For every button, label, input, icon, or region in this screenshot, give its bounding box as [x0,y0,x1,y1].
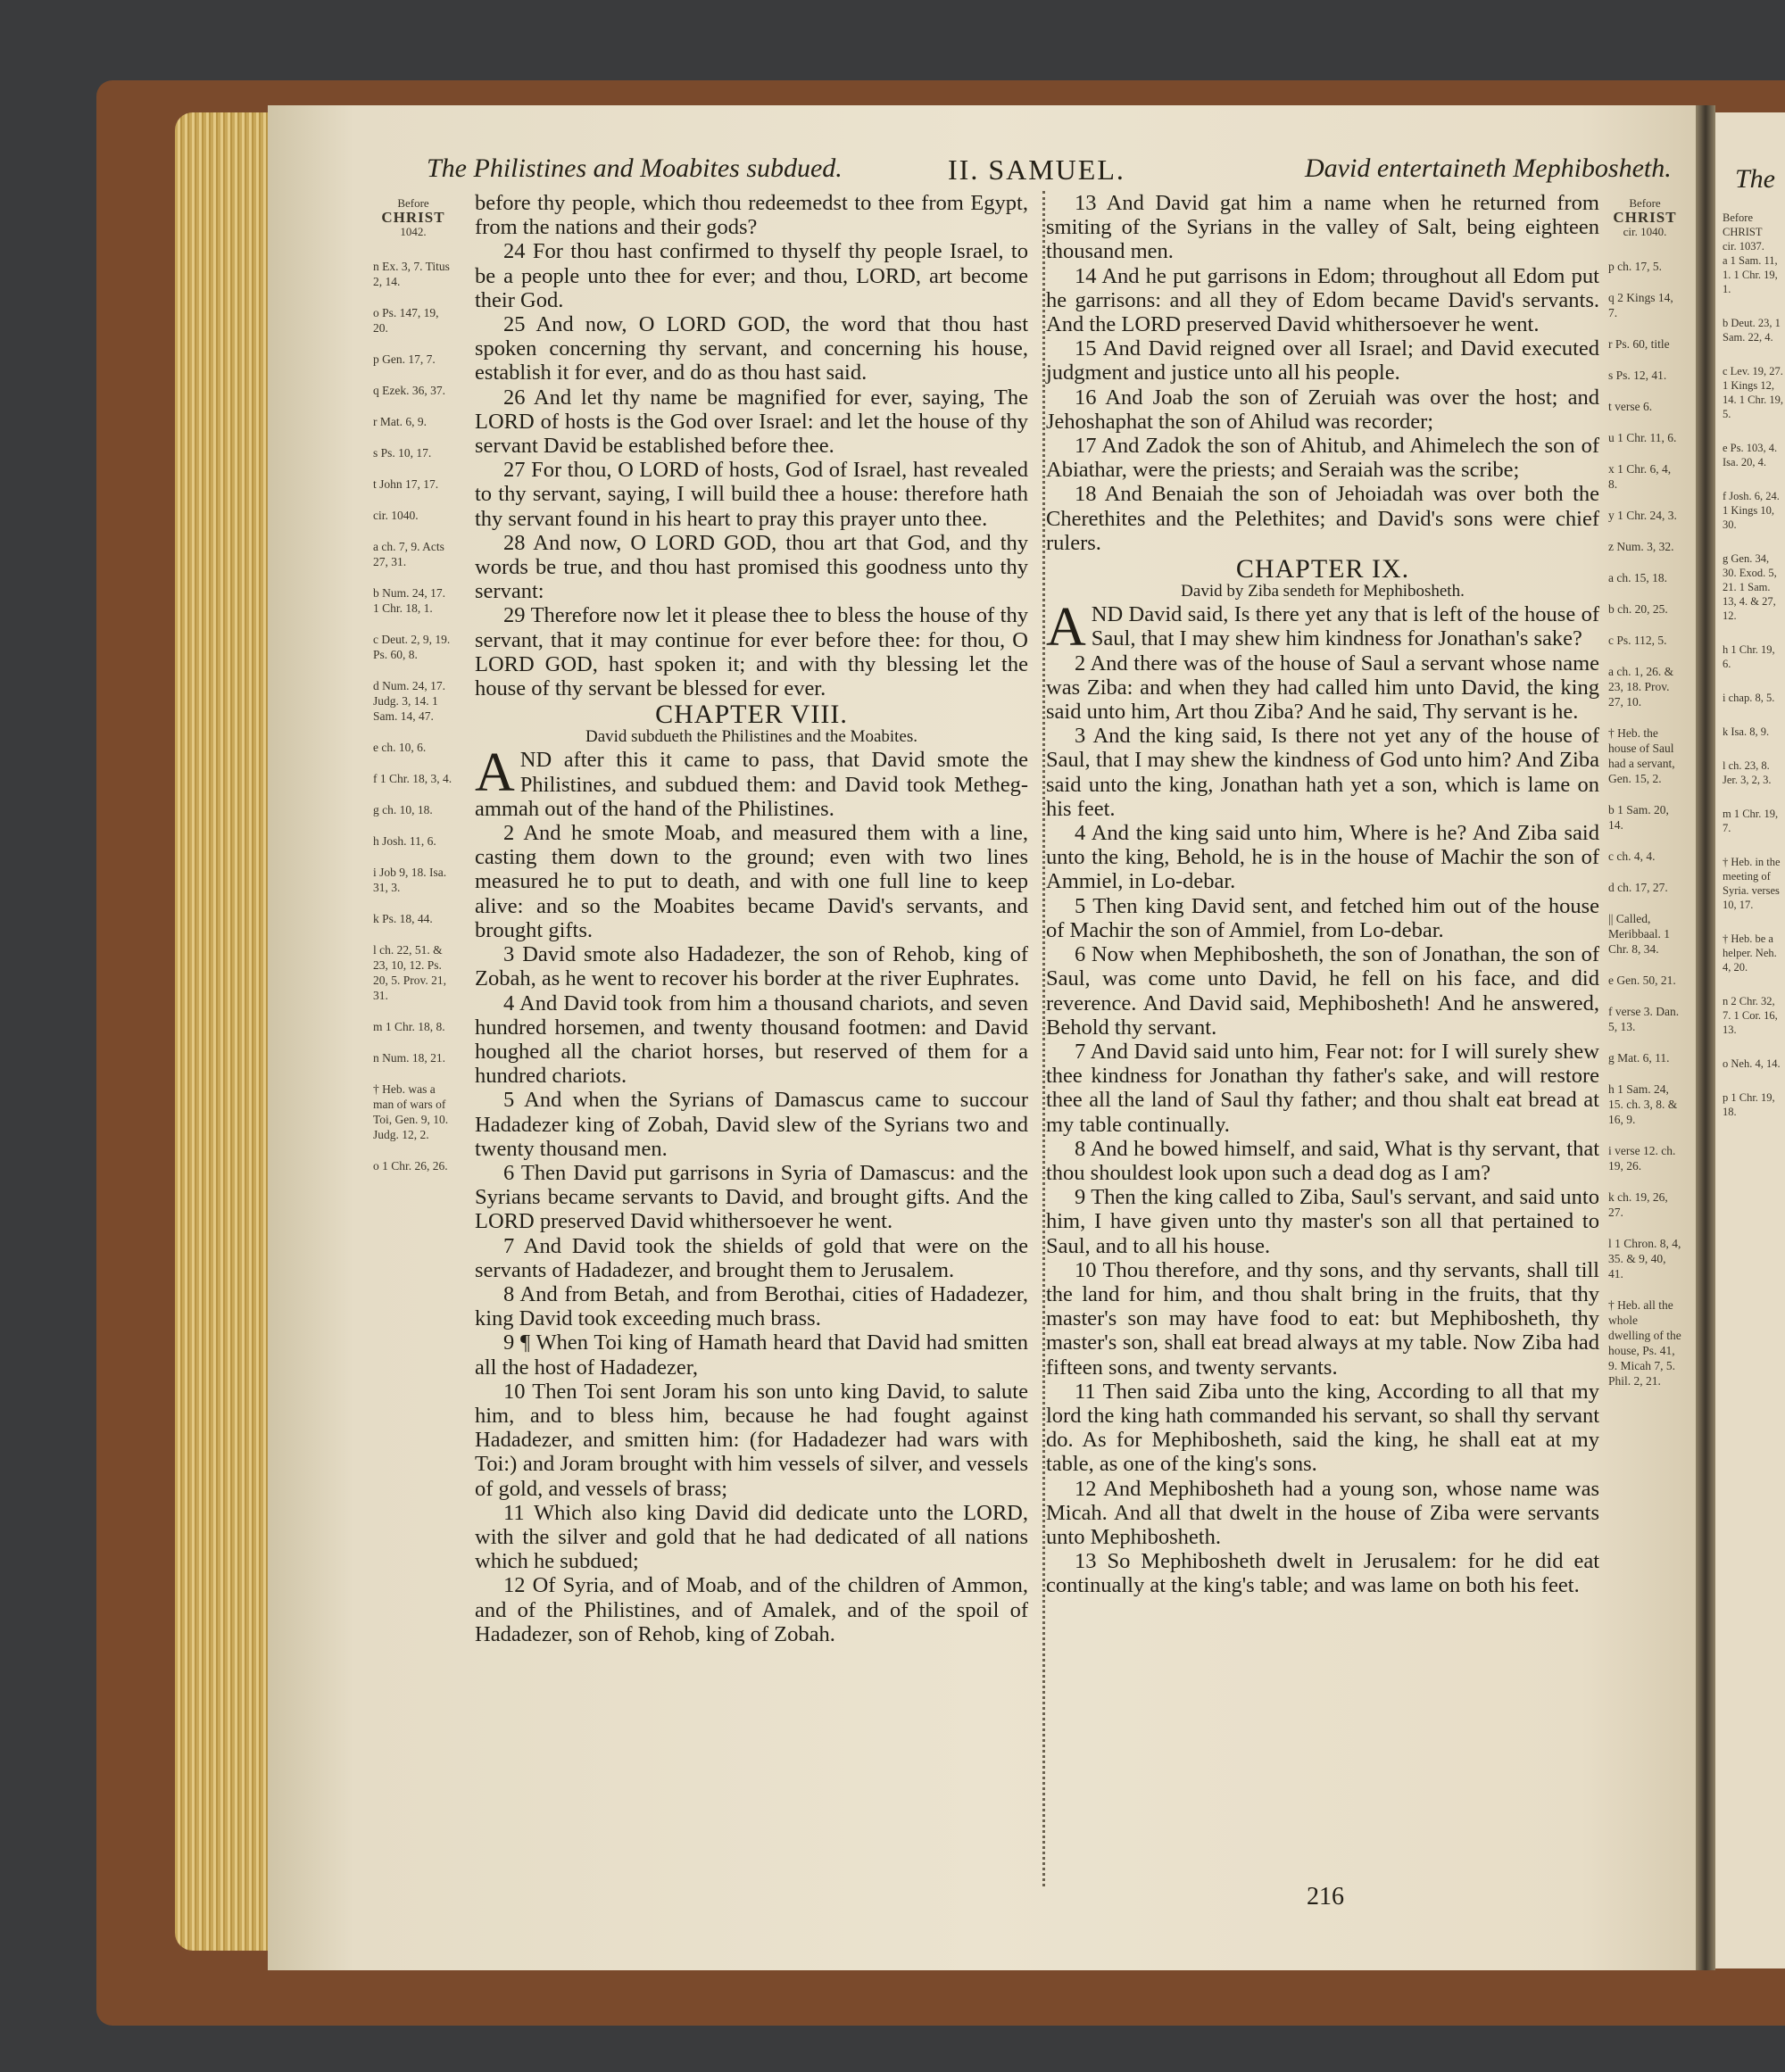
cross-reference: e ch. 10, 6. [373,741,427,754]
verse: 9 ¶ When Toi king of Hamath heard that David had smitten all the host of Hadadezer, [475,1330,1028,1380]
cross-reference: q Ezek. 36, 37. [373,384,445,397]
next-page-cross-reference: l ch. 23, 8. Jer. 3, 2, 3. [1723,759,1772,786]
verse: 17 And Zadok the son of Ahitub, and Ahimelech the son of Abiathar, were the priests; and Seraiah was the scribe; [1046,434,1599,483]
chapter-heading: CHAPTER IX. [1235,554,1410,584]
chapter-opening-verse [1046,597,1599,659]
cross-reference: d ch. 17, 27. [1608,881,1668,894]
chapter-summary: David by Ziba sendeth for Mephibosheth. [1181,582,1465,601]
next-page-cross-reference: h 1 Chr. 19, 6. [1723,643,1775,670]
drop-cap: A [1046,597,1086,659]
running-head-book: II. SAMUEL. [948,153,1125,186]
next-page-cross-reference: f Josh. 6, 24. 1 Kings 10, 30. [1723,490,1780,531]
verse: 11 Then said Ziba unto the king, According to all that my lord the king hath commanded his servant, so shall thy servant do. As for Mephibosheth, said the king, he shall eat at my table, as one of the king's sons. [1046,1379,1599,1477]
cross-reference: t John 17, 17. [373,477,439,491]
cross-reference: p ch. 17, 5. [1608,260,1662,273]
date-heading [373,196,453,239]
verse: 18 And Benaiah the son of Jehoiadah was over both the Cherethites and the Pelethites; and David's sons were chief rulers. [1046,482,1599,555]
cross-reference: o Ps. 147, 19, 20. [373,306,439,335]
verse: 8 And from Betah, and from Berothai, cities of Hadadezer, king David took exceeding much brass. [475,1281,1028,1331]
right-column-text [1046,191,1599,1598]
cross-reference: s Ps. 12, 41. [1608,369,1667,382]
cross-reference: o 1 Chr. 26, 26. [373,1159,448,1173]
cross-reference: l ch. 22, 51. & 23, 10, 12. Ps. 20, 5. Prov. 21, 31. [373,943,447,1002]
verse: 10 Then Toi sent Joram his son unto king David, to salute him, and to bless him, because he had fought against Hadadezer, and smitten him: (for Hadadezer had wars with Toi:) and Joram brought with him vessels of silver, and vessels of gold, and vessels of brass; [475,1379,1028,1501]
cross-reference: d Num. 24, 17. Judg. 3, 14. 1 Sam. 14, 47. [373,679,445,723]
cross-reference: a ch. 1, 26. & 23, 18. Prov. 27, 10. [1608,665,1674,709]
cross-reference: h Josh. 11, 6. [373,834,436,848]
verse: 28 And now, O LORD GOD, thou art that God, and thy words be true, and thou hast promised this goodness unto thy servant: [475,530,1028,604]
chapter-opening-verse [475,742,1028,821]
next-page-date-year: cir. 1037. [1723,240,1764,253]
verse: 16 And Joab the son of Zeruiah was over the host; and Jehoshaphat the son of Ahilud was recorder; [1046,385,1599,434]
verse: 4 And David took from him a thousand chariots, and seven hundred horsemen, and twenty thousand footmen: and David houghed all the chariot horses, but reserved of them for a hundred chariots. [475,990,1028,1089]
next-page-cross-reference: g Gen. 34, 30. Exod. 5, 21. 1 Sam. 13, 4. & 27, 12. [1723,552,1777,622]
left-margin-references [373,196,453,1189]
next-page-header: The [1735,164,1775,194]
next-page-references [1723,211,1785,1139]
verse: 24 For thou hast confirmed to thyself thy people Israel, to be a people unto thee for ever; and thou, LORD, art become their God. [475,239,1028,312]
cross-reference: e Gen. 50, 21. [1608,974,1676,987]
verse: 4 And the king said unto him, Where is he? And Ziba said unto the king, Behold, he is in the house of Machir the son of Ammiel, in Lo-debar. [1046,821,1599,894]
verse-text: ND after this it came to pass, that David smote the Philistines, and subdued them: and David took Metheg-ammah out of the hand of the Philistines. [475,748,1028,821]
verse: 12 Of Syria, and of Moab, and of the children of Ammon, and of the Philistines, and of Amalek, and of the spoil of Hadadezer, son of Rehob, king of Zobah. [475,1573,1028,1646]
date-christ: CHRIST [1613,209,1677,226]
cross-reference: b 1 Sam. 20, 14. [1608,803,1669,832]
cross-reference: r Ps. 60, title [1608,337,1670,351]
cross-reference: i Job 9, 18. Isa. 31, 3. [373,866,447,894]
date-heading [1608,196,1681,239]
date-before: Before [397,196,429,210]
next-page-cross-reference: n 2 Chr. 32, 7. 1 Cor. 16, 13. [1723,995,1778,1036]
cross-reference: m 1 Chr. 18, 8. [373,1020,445,1033]
date-before: Before [1629,196,1661,210]
date-year: cir. 1040. [1623,225,1667,238]
verse: 3 And the king said, Is there not yet any of the house of Saul, that I may shew the kindness of God unto him? And Ziba said unto the king, Jonathan hath yet a son, which is lame on his feet. [1046,724,1599,821]
cross-reference: c Deut. 2, 9, 19. Ps. 60, 8. [373,633,451,661]
cross-reference: † Heb. all the whole dwelling of the house, Ps. 41, 9. Micah 7, 5. Phil. 2, 21. [1608,1298,1681,1388]
cross-reference: k Ps. 18, 44. [373,912,433,925]
next-page-cross-reference: a 1 Sam. 11, 1. 1 Chr. 19, 1. [1723,254,1778,295]
left-column-text [475,191,1028,1646]
verse: 7 And David took the shields of gold that were on the servants of Hadadezer, and brought them to Jerusalem. [475,1233,1028,1282]
verse: 2 And there was of the house of Saul a servant whose name was Ziba: and when they had called him unto David, the king said unto him, Art thou Ziba? And he said, Thy servant is he. [1046,651,1599,725]
chapter-heading: CHAPTER VIII. [655,700,848,730]
cross-reference: a ch. 7, 9. Acts 27, 31. [373,540,444,568]
verse: 2 And he smote Moab, and measured them with a line, casting them down to the ground; even with two lines measured he to put to death, and with one full line to keep alive: and so the Moabites became David's servants, and brought gifts. [475,821,1028,942]
verse: 6 Then David put garrisons in Syria of Damascus: and the Syrians became servants to David, and brought gifts. And the LORD preserved David whithersoever he went. [475,1160,1028,1234]
cross-reference: g ch. 10, 18. [373,803,433,816]
next-page-cross-reference: i chap. 8, 5. [1723,692,1775,704]
verse: 13 So Mephibosheth dwelt in Jerusalem: for he did eat continually at the king's table; and was lame on both his feet. [1046,1549,1599,1598]
cross-reference: || Called, Meribbaal. 1 Chr. 8, 34. [1608,912,1670,956]
cross-reference: k ch. 19, 26, 27. [1608,1190,1668,1219]
column-divider [1042,191,1045,1886]
verse: 6 Now when Mephibosheth, the son of Jonathan, the son of Saul, was come unto David, he fell on his face, and did reverence. And David said, Mephibosheth! And he answered, Behold thy servant. [1046,942,1599,1040]
book-gutter [1696,105,1715,1970]
cross-reference: b ch. 20, 25. [1608,602,1668,616]
next-page-cross-reference: m 1 Chr. 19, 7. [1723,808,1779,834]
cross-reference: n Ex. 3, 7. Titus 2, 14. [373,260,450,288]
cross-reference: s Ps. 10, 17. [373,446,432,460]
cross-reference: cir. 1040. [373,509,419,522]
verse: 10 Thou therefore, and thy sons, and thy servants, shall till the land for him, and thou shalt bring in the fruits, that thy master's son may have food to eat: but Mephibosheth, thy master's son, shall eat bread always at my table. Now Ziba had fifteen sons, and twenty servants. [1046,1257,1599,1380]
verse: 13 And David gat him a name when he returned from smiting of the Syrians in the valley of Salt, being eighteen thousand men. [1046,191,1599,264]
cross-reference: a ch. 15, 18. [1608,571,1667,584]
cross-reference: i verse 12. ch. 19, 26. [1608,1144,1676,1173]
verse: 15 And David reigned over all Israel; and David executed judgment and justice unto all his people. [1046,336,1599,385]
verse: 27 For thou, O LORD of hosts, God of Israel, hast revealed to thy servant, saying, I will build thee a house: therefore hath thy servant found in his heart to pray this prayer unto thee. [475,458,1028,531]
verse: 26 And let thy name be magnified for ever, saying, The LORD of hosts is the God over Israel: and let the house of thy servant David be established before thee. [475,385,1028,459]
verse: 9 Then the king called to Ziba, Saul's servant, and said unto him, I have given unto thy master's son all that pertained to Saul, and to all his house. [1046,1185,1599,1258]
cross-reference: † Heb. the house of Saul had a servant, Gen. 15, 2. [1608,726,1675,785]
verse: 5 Then king David sent, and fetched him out of the house of Machir the son of Ammiel, from Lo-debar. [1046,893,1599,942]
running-head-left: The Philistines and Moabites subdued. [427,153,843,183]
next-page-cross-reference: k Isa. 8, 9. [1723,725,1770,738]
date-year: 1042. [400,225,427,238]
next-page-cross-reference: c Lev. 19, 27. 1 Kings 12, 14. 1 Chr. 19, 5. [1723,365,1784,420]
verse: 5 And when the Syrians of Damascus came to succour Hadadezer king of Zobah, David slew of the Syrians two and twenty thousand men. [475,1088,1028,1161]
cross-reference: y 1 Chr. 24, 3. [1608,509,1677,522]
verse: 11 Which also king David did dedicate unto the LORD, with the silver and gold that he had dedicated of all nations which he subdued; [475,1500,1028,1574]
next-page-cross-reference: o Neh. 4, 14. [1723,1057,1781,1070]
cross-reference: † Heb. was a man of wars of Toi, Gen. 9, 10. Judg. 12, 2. [373,1082,449,1141]
cross-reference: c ch. 4, 4. [1608,850,1656,863]
cross-reference: z Num. 3, 32. [1608,540,1674,553]
cross-reference: r Mat. 6, 9. [373,415,427,428]
next-page-date-christ: CHRIST [1723,226,1763,238]
cross-reference: f verse 3. Dan. 5, 13. [1608,1005,1680,1033]
next-page-edge [1715,112,1785,1968]
cross-reference: l 1 Chron. 8, 4, 35. & 9, 40, 41. [1608,1237,1681,1280]
cross-reference: c Ps. 112, 5. [1608,634,1667,647]
cross-reference: b Num. 24, 17. 1 Chr. 18, 1. [373,586,445,615]
next-page-cross-reference: p 1 Chr. 19, 18. [1723,1091,1775,1118]
cross-reference: n Num. 18, 21. [373,1051,445,1065]
verse-text: ND David said, Is there yet any that is left of the house of Saul, that I may shew him kindness for Jonathan's sake? [1091,602,1599,651]
cross-reference: p Gen. 17, 7. [373,352,436,366]
verse: 29 Therefore now let it please thee to bless the house of thy servant, that it may continue for ever before thee: for thou, O LORD GOD, hast spoken it; and with thy blessing let the house of thy servant be blessed for ever. [475,603,1028,701]
cross-reference: t verse 6. [1608,400,1653,413]
cross-reference: f 1 Chr. 18, 3, 4. [373,772,452,785]
next-page-date-before: Before [1723,211,1754,224]
verse: 12 And Mephibosheth had a young son, whose name was Micah. And all that dwelt in the house of Ziba were servants unto Mephibosheth. [1046,1476,1599,1549]
next-page-cross-reference: † Heb. in the meeting of Syria. verses 10, 17. [1723,856,1781,911]
verse: 3 David smote also Hadadezer, the son of Rehob, king of Zobah, as he went to recover his border at the river Euphrates. [475,942,1028,991]
date-christ: CHRIST [381,209,445,226]
running-head-right: David entertaineth Mephibosheth. [1305,153,1672,183]
verse: before thy people, which thou redeemedst to thee from Egypt, from the nations and their gods? [475,191,1028,240]
cross-reference: q 2 Kings 14, 7. [1608,291,1673,319]
cross-reference: x 1 Chr. 6, 4, 8. [1608,462,1672,491]
next-page-cross-reference: b Deut. 23, 1 Sam. 22, 4. [1723,317,1781,344]
verse: 25 And now, O LORD GOD, the word that thou hast spoken concerning thy servant, and concerning his house, establish it for ever, and do as thou hast said. [475,312,1028,385]
cross-reference: u 1 Chr. 11, 6. [1608,431,1677,444]
right-margin-references [1608,196,1681,1405]
chapter-summary: David subdueth the Philistines and the Moabites. [585,727,918,747]
cross-reference: h 1 Sam. 24, 15. ch. 3, 8. & 16, 9. [1608,1082,1678,1126]
next-page-cross-reference: e Ps. 103, 4. Isa. 20, 4. [1723,442,1778,468]
verse: 14 And he put garrisons in Edom; throughout all Edom put he garrisons: and all they of Edom became David's servants. And the LORD preserved David whithersoever he went. [1046,263,1599,337]
next-page-cross-reference: † Heb. be a helper. Neh. 4, 20. [1723,932,1777,974]
page-edges [175,112,282,1951]
page-number: 216 [1307,1883,1344,1910]
verse: 8 And he bowed himself, and said, What is thy servant, that thou shouldest look upon such a dead dog as I am? [1046,1136,1599,1185]
cross-reference: g Mat. 6, 11. [1608,1051,1670,1065]
verse: 7 And David said unto him, Fear not: for I will surely shew thee kindness for Jonathan thy father's sake, and will restore thee all the land of Saul thy father; and thou shalt eat bread at my table continually. [1046,1039,1599,1137]
drop-cap: A [475,742,515,804]
